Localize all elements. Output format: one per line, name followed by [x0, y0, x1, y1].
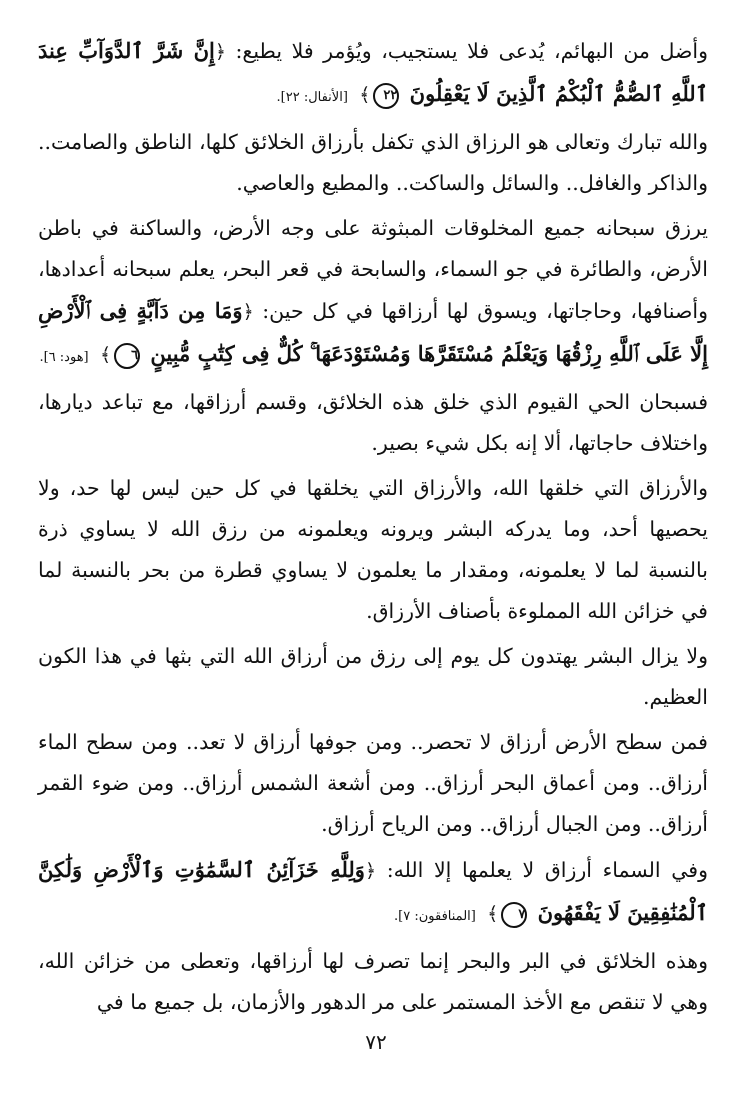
verse-close-bracket: ﴾: [487, 903, 499, 925]
paragraph-5: [38, 468, 708, 632]
paragraph-text: وأضل من البهائم، يُدعى فلا يستجيب، ويُؤمر فلا يطيع:: [235, 39, 708, 63]
verse-close-bracket: ﴾: [99, 344, 112, 366]
verse-text: وَمَا مِن دَآبَّةٍ فِى ٱلْأَرْضِ إِلَّا عَلَى ٱللَّهِ رِزْقُهَا وَيَعْلَمُ مُسْتَقَرَّهَا وَمُسْتَوْدَعَهَا ۚ كُلٌّ فِى كِتَٰبٍ مُّبِينٍ: [38, 298, 708, 366]
paragraph-7: [38, 722, 708, 845]
ayah-number-marker: ٧: [501, 902, 527, 928]
paragraph-8: [38, 849, 708, 937]
paragraph-6: [38, 636, 708, 718]
verse-open-bracket: ﴿: [214, 41, 226, 63]
ayah-number-marker: ٢٢: [373, 83, 399, 109]
paragraph-2: [38, 122, 708, 204]
paragraph-text: يرزق سبحانه جميع المخلوقات المبثوثة على وجه الأرض، والساكنة في باطن الأرض، والطائرة في جو السماء، والسابحة في قعر البحر، يعلم سبحانه أعدادها، وأصنافها، وحاجاتها، ويسوق لها أرزاقها في كل حين:: [38, 216, 708, 323]
verse-open-bracket: ﴿: [364, 860, 377, 882]
paragraph-text: وفي السماء أرزاق لا يعلمها إلا الله:: [386, 858, 708, 882]
paragraph-text: والأرزاق التي خلقها الله، والأرزاق التي يخلقها في كل حين ليس لها حد، ولا يحصيها أحد، وما يدركه البشر ويرونه ويعلمونه من رزق الله لا يساوي ذرة بالنسبة لما لا يعلمونه، ومقدار ما يعلمون لا يساوي قطرة من بحر بالنسبة لما في خزائن الله المملوءة بأصناف الأرزاق.: [38, 476, 708, 623]
paragraph-text: فمن سطح الأرض أرزاق لا تحصر.. ومن جوفها أرزاق لا تعد.. ومن سطح الماء أرزاق.. ومن أعماق البحر أرزاق.. ومن أشعة الشمس أرزاق.. ومن ضوء القمر أرزاق.. ومن الجبال أرزاق.. ومن الرياح أرزاق.: [38, 730, 708, 836]
page-body: [38, 30, 708, 1027]
paragraph-4: [38, 382, 708, 464]
paragraph-1: [38, 30, 708, 118]
verse-text: وَلِلَّهِ خَزَآئِنُ ٱلسَّمَٰوَٰتِ وَٱلْأَرْضِ وَلَٰكِنَّ ٱلْمُنَٰفِقِينَ لَا يَفْقَهُونَ: [38, 857, 708, 925]
verse-reference: [الأنفال: ٢٢].: [276, 90, 348, 105]
page-number: ٧٢: [365, 1030, 387, 1054]
paragraph-3: [38, 208, 708, 378]
paragraph-text: ولا يزال البشر يهتدون كل يوم إلى رزق من أرزاق الله التي بثها في هذا الكون العظيم.: [38, 644, 708, 709]
paragraph-text: وهذه الخلائق في البر والبحر إنما تصرف لها أرزاقها، وتعطى من خزائن الله، وهي لا تنقص مع الأخذ المستمر على مر الدهور والأزمان، بل جميع ما في: [38, 949, 708, 1014]
verse-reference: [المنافقون: ٧].: [394, 909, 476, 924]
verse-open-bracket: ﴿: [242, 301, 254, 323]
verse-reference: [هود: ٦].: [39, 350, 89, 365]
paragraph-text: والله تبارك وتعالى هو الرزاق الذي تكفل بأرزاق الخلائق كلها، الناطق والصامت.. والذاكر والغافل.. والسائل والساكت.. والمطيع والعاصي.: [38, 130, 708, 195]
ayah-number-marker: ٦: [114, 343, 140, 369]
verse-close-bracket: ﴾: [359, 84, 371, 106]
paragraph-text: فسبحان الحي القيوم الذي خلق هذه الخلائق، وقسم أرزاقها، مع تباعد ديارها، واختلاف حاجاتها، ألا إنه بكل شيء بصير.: [38, 390, 708, 455]
paragraph-9: [38, 941, 708, 1023]
verse-text: إِنَّ شَرَّ ٱلدَّوَآبِّ عِندَ ٱللَّهِ ٱلصُّمُّ ٱلْبُكْمُ ٱلَّذِينَ لَا يَعْقِلُونَ: [38, 38, 708, 106]
